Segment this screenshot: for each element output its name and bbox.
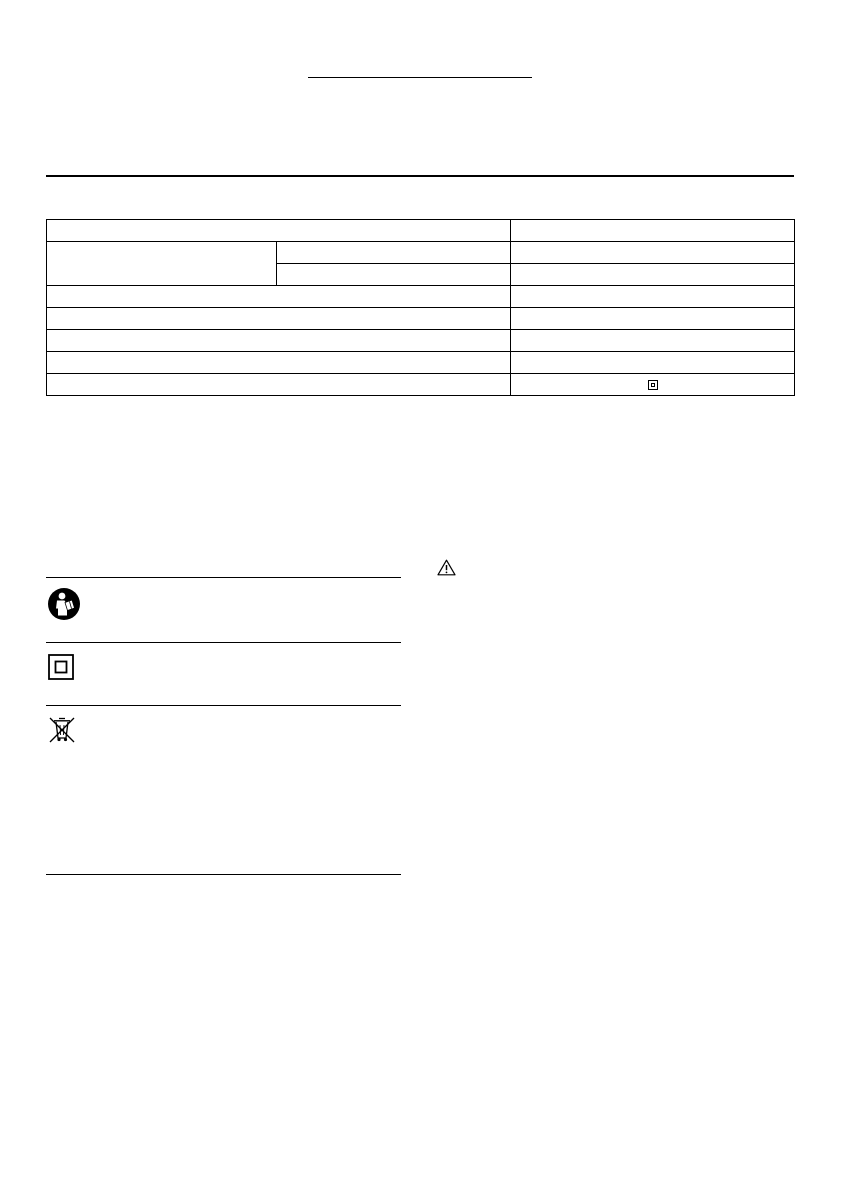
- symbols-divider: [46, 705, 401, 706]
- spec-value: [511, 308, 795, 330]
- spec-value: [511, 286, 795, 308]
- symbols-bottom-rule: [46, 874, 401, 875]
- specification-table: [46, 219, 795, 396]
- table-row: [47, 330, 795, 352]
- spec-label: [47, 308, 511, 330]
- table-row: [47, 242, 795, 264]
- spec-label: [47, 286, 511, 308]
- table-row: [47, 308, 795, 330]
- table-row: [47, 352, 795, 374]
- table-row: [47, 374, 795, 396]
- table-row: [47, 220, 795, 242]
- double-insulation-icon: [648, 380, 658, 390]
- spec-sublabel: [277, 264, 511, 286]
- title-underline: [308, 77, 532, 78]
- spec-sublabel: [277, 242, 511, 264]
- spec-label: [47, 242, 277, 286]
- warning-triangle-icon: [437, 559, 456, 576]
- spec-value: [511, 352, 795, 374]
- spec-label: [47, 330, 511, 352]
- symbols-top-rule: [46, 577, 401, 578]
- spec-value: [511, 330, 795, 352]
- spec-label: [47, 220, 511, 242]
- read-manual-icon: [47, 587, 81, 621]
- double-insulation-icon: [48, 654, 74, 680]
- symbols-divider: [46, 642, 401, 643]
- spec-label: [47, 352, 511, 374]
- spec-label: [47, 374, 511, 396]
- crossed-out-wheelie-bin-icon: [48, 716, 76, 744]
- spec-value: [511, 220, 795, 242]
- spec-value: [511, 242, 795, 264]
- spec-value: [511, 264, 795, 286]
- spec-value: [511, 374, 795, 396]
- table-row: [47, 286, 795, 308]
- section-rule: [46, 175, 794, 177]
